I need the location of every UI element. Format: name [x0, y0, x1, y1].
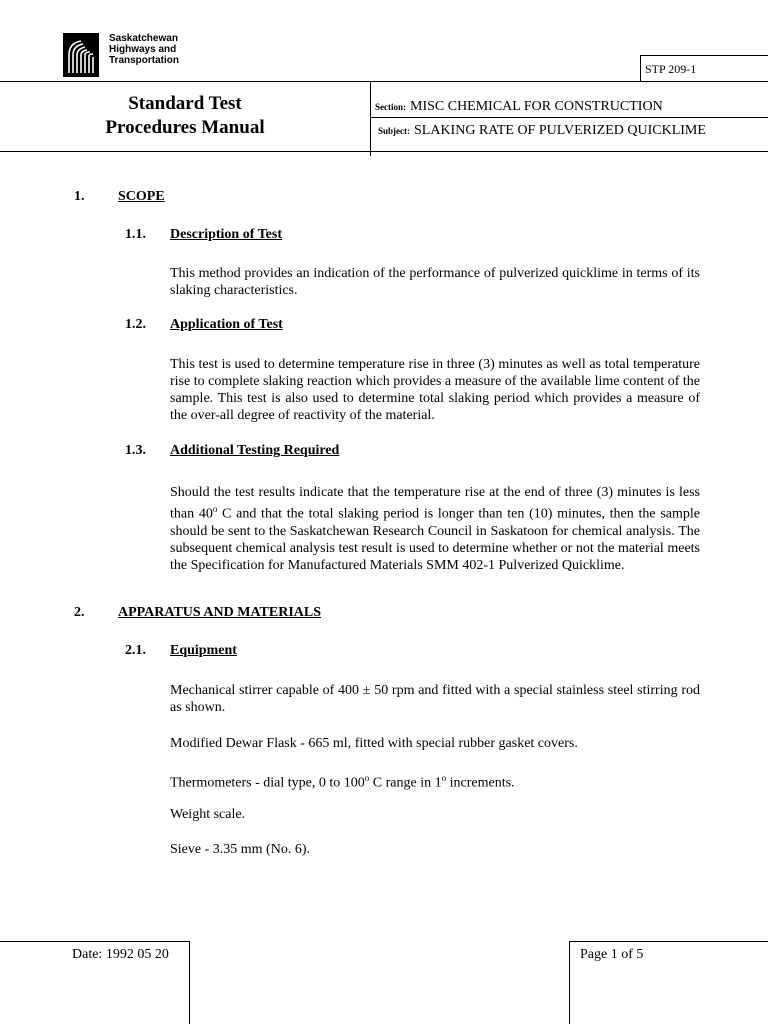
section-1-2-title: [170, 317, 283, 333]
manual-title: [0, 92, 370, 140]
equipment-sieve: Sieve - 3.35 mm (No. 6).: [170, 842, 310, 857]
footer-date-rule: [0, 941, 190, 942]
thermo-text-b: C range in 1: [369, 775, 442, 791]
section-1-1-text: This method provides an indication of the performance of pulverized quicklime in terms of its slaking characteristics.: [170, 266, 700, 298]
stp-box-left: [640, 55, 641, 81]
section-1-1-number: 1.1.: [125, 227, 146, 242]
agency-line-3: Transportation: [109, 55, 180, 66]
stp-number: STP 209-1: [645, 62, 697, 76]
section-label: Section:: [375, 102, 406, 112]
subject-label: Subject:: [378, 126, 410, 136]
section-1-title: [118, 189, 165, 205]
header-divider: [370, 81, 371, 156]
footer-page-number: Page 1 of 5: [580, 947, 644, 962]
manual-title-line-1: Standard Test: [128, 93, 242, 114]
section-1-1-title-text: Description of Test: [170, 227, 282, 242]
section-row: [375, 97, 663, 115]
thermo-text-a: Thermometers - dial type, 0 to 100: [170, 775, 365, 791]
stp-box-top: [640, 55, 768, 56]
section-subject-rule: [370, 117, 768, 118]
section-2-number: 2.: [74, 605, 85, 620]
section-2-1-title: [170, 643, 237, 659]
header-rule-top: [0, 81, 768, 82]
section-1-title-text: SCOPE: [118, 189, 165, 204]
section-1-1-title: [170, 227, 282, 243]
agency-name: [109, 33, 179, 66]
section-2-title: [118, 605, 321, 621]
section-1-3-text-a: Should the test results indicate that the temperature rise at the end of three (3) minutes is less than 40: [170, 485, 700, 522]
section-1-2-number: 1.2.: [125, 317, 146, 332]
equipment-dewar: Modified Dewar Flask - 665 ml, fitted with special rubber gasket covers.: [170, 736, 578, 751]
equipment-thermometers: [170, 770, 700, 792]
agency-line-1: Saskatchewan: [109, 33, 178, 44]
subject-value: SLAKING RATE OF PULVERIZED QUICKLIME: [414, 123, 706, 138]
thermo-degree-sup-2: o: [441, 773, 447, 783]
footer-page-rule: [569, 941, 768, 942]
section-1-number: 1.: [74, 189, 85, 204]
section-1-2-text: This test is used to determine temperature rise in three (3) minutes as well as total temperature rise to complete slaking reaction which provides a measure of the available lime content of the sample. This test is also used to determine total slaking period which provides a measure of the over-all degree of reactivity of the material.: [170, 357, 700, 423]
section-2-1-number: 2.1.: [125, 643, 146, 658]
equipment-stirrer: Mechanical stirrer capable of 400 ± 50 rpm and fitted with a special stainless steel stirring rod as shown.: [170, 683, 700, 715]
section-1-3-text-b: C and that the total slaking period is longer than ten (10) minutes, then the sample should be sent to the Saskatchewan Research Council in Saskatoon for chemical analysis. The subsequent chemical analysis test result is used to determine whether or not the material meets the Specification for Manufactured Materials SMM 402-1 Pulverized Quicklime.: [170, 506, 700, 573]
section-1-3-text: [170, 484, 700, 574]
section-2-title-text: APPARATUS AND MATERIALS: [118, 605, 322, 620]
section-value: MISC CHEMICAL FOR CONSTRUCTION: [410, 99, 663, 114]
section-1-3-title: [170, 443, 339, 459]
subject-row: [378, 121, 706, 139]
manual-title-line-2: Procedures Manual: [105, 117, 265, 138]
section-1-3-number: 1.3.: [125, 443, 146, 458]
footer-date-divider: [189, 941, 190, 1024]
footer-date: Date: 1992 05 20: [72, 947, 169, 962]
sht-logo-icon: [63, 33, 99, 77]
thermo-degree-sup-1: o: [364, 773, 370, 783]
section-1-3-title-text: Additional Testing Required: [170, 443, 340, 458]
degree-sup: o: [212, 504, 218, 514]
section-2-1-title-text: Equipment: [170, 643, 237, 658]
equipment-scale: Weight scale.: [170, 807, 246, 822]
agency-line-2: Highways and: [109, 44, 177, 55]
thermo-text-c: increments.: [446, 775, 515, 791]
section-1-2-title-text: Application of Test: [170, 317, 283, 332]
header-rule-bottom: [0, 151, 768, 152]
footer-page-divider: [569, 941, 570, 1024]
